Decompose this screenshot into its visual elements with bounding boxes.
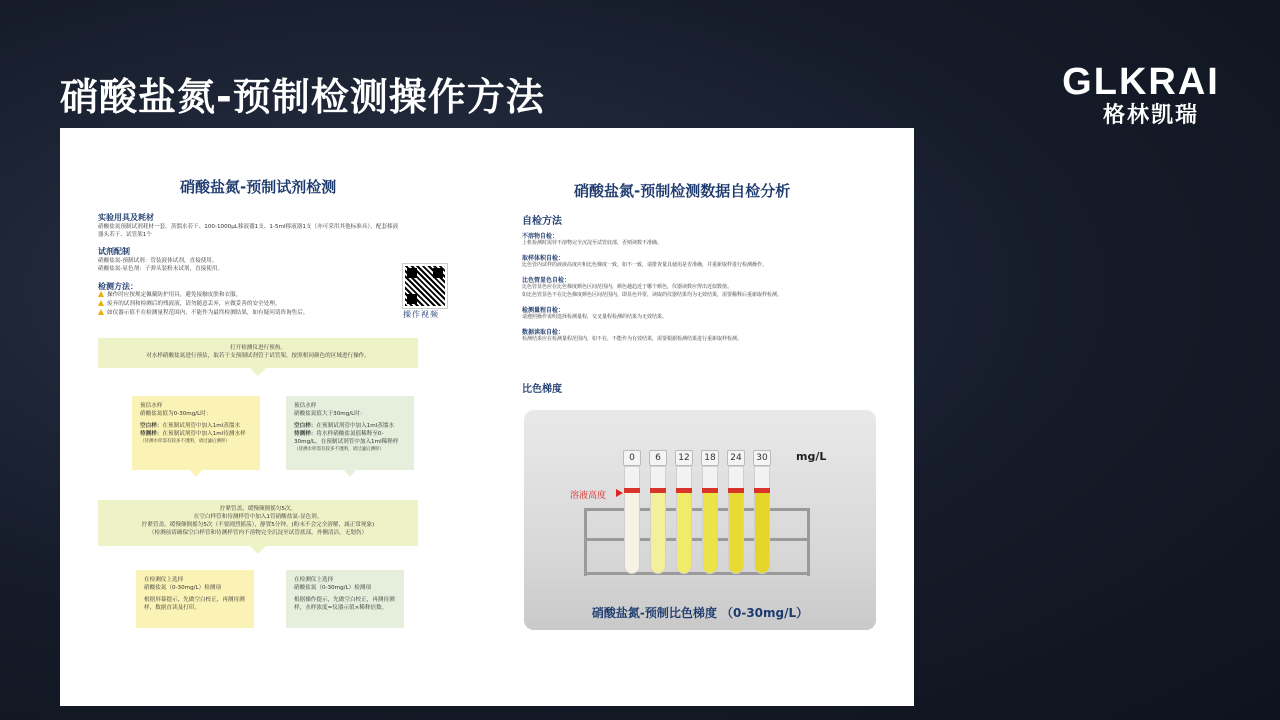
photo-caption: 硝酸盐氮-预制比色梯度 （0-30mg/L） [591, 606, 809, 620]
tube-label-sticker [624, 488, 640, 493]
warning-item: 操作时应按规定佩戴防护用具，避免接触皮肤和衣服。 [98, 291, 398, 300]
left-panel-title: 硝酸盐氮-预制试剂检测 [180, 178, 337, 196]
right-panel-title: 硝酸盐氮-预制检测数据自检分析 [574, 182, 791, 200]
flow-step-top: 打开检测仪进行预热。 对水样硝酸盐氮进行预估，取若干支预制试剂管于试管架，按照相同颜色的区域进行操作。 [98, 338, 418, 368]
tube-label-sticker [728, 488, 744, 493]
flow-arrow-icon [250, 368, 266, 376]
check-item-heading: 不溶物自检： [522, 233, 559, 240]
tube-cap-label: 12 [675, 450, 693, 466]
test-tube [702, 466, 718, 574]
check-item-text: 请遵照操作说明选择检测量程，交叉量程检测的结果为无效结果。 [522, 314, 668, 320]
result-box-high: 在检测仪上选择 硝酸盐氮（0-30mg/L）检测项 根据操作提示，先做空白校正，再测待测样，水样浓度=仪器示值×稀释倍数。 [286, 570, 404, 628]
section-text-materials: 硝酸盐氮预制试剂耗材一套、蒸馏水若干、100-1000μL移液器1支、1-5ml移液器1支（亦可采用其他标准具），配套移液器头若干、试管架1个 [98, 224, 399, 238]
logo-mark: GLKRAI [1062, 61, 1220, 103]
warning-icon [98, 291, 104, 297]
flow-arrow-icon [250, 546, 266, 554]
check-item-heading: 取样体积自检： [522, 255, 565, 262]
tube-label-sticker [702, 488, 718, 493]
gradient-heading: 比色梯度 [522, 384, 562, 395]
check-item-text: 比色管显色应在比色梯度颜色区间范围内，颜色越趋近于哪个颜色，仪器读数应得出近似数值。 如比色管显色不在比色梯度颜色区间范围内，即显色异常，读取的仪器结果均为无效结果，需要稀释后重新取样检测。 [522, 284, 783, 298]
tube-label-sticker [754, 488, 770, 493]
tube-cap-label: 0 [623, 450, 641, 466]
warning-icon [98, 309, 104, 315]
tube-label-sticker [676, 488, 692, 493]
estimate-box-high: 预估水样 硝酸盐氮值大于30mg/L时： 空白样：在预制试剂管中加入1ml蒸馏水 待测样：将水样硝酸盐氮值稀释至0-30mg/L，在预制试剂管中加入1ml稀释样 （待测水样需有较多不透明，请过滤后测样） [286, 396, 414, 470]
pointer-arrow-icon [616, 489, 623, 497]
check-item-text: 上机检测时需待不溶物完全沉淀至试管底部，否则读数不准确。 [522, 240, 663, 246]
test-tube [754, 466, 770, 574]
tube-label-sticker [650, 488, 666, 493]
check-item-text: 比色管内试样的液液高度应和比色梯度一致，如不一致，请排查量具使用是否准确，并重新取样进行检测操作。 [522, 262, 768, 268]
test-tube [650, 466, 666, 574]
document-image [60, 128, 914, 706]
logo-chinese-name: 格林凯瑞 [1102, 103, 1199, 128]
warning-icon [98, 300, 104, 306]
section-heading-materials: 实验用具及耗材 [98, 213, 154, 222]
brand-logo [1046, 62, 1236, 142]
estimate-box-low: 预估水样 硝酸盐氮值为0-30mg/L时： 空白样：在预制试剂管中加入1ml蒸馏水 待测样：在预制试剂管中加入1ml待测水样 （待测水样需有较多不透明，请过滤后测样） [132, 396, 260, 470]
flow-step-mid: 拧紧管盖，缓慢颠倒摇匀5次。 在空白样管和待测样管中加入1管硝酸盐氮-显色剂。 拧紧管盖，缓慢颠倒摇匀5次（不要剧烈摇荡），静置5分钟。(粉末不会完全溶解，属正常现象) （检测前请确保空白样管和待测样管内不溶物完全沉淀至试管底部，外侧清洁，无划伤） [98, 500, 418, 546]
check-item-heading: 检测量程自检： [522, 307, 565, 314]
section-heading-method: 检测方法： [98, 282, 138, 291]
section-heading-reagent: 试剂配制 [98, 247, 130, 256]
section-text-reagent: 硝酸盐氮-预制试剂：管装液体试剂，直接使用。 硝酸盐氮-显色剂：子弹头装粉末试剂，直接使用。 [98, 258, 224, 272]
qr-code[interactable] [403, 264, 447, 308]
tube-cap-label: 6 [649, 450, 667, 466]
arrow-down-icon [190, 470, 202, 477]
tube-cap-label: 30 [753, 450, 771, 466]
warning-item: 废弃的试剂和检测后的残液液，请勿随意丢弃，应做妥善的安全处理。 [98, 300, 398, 309]
check-item-heading: 数据读取自检： [522, 329, 565, 336]
self-check-heading: 自检方法 [522, 216, 562, 227]
tube-cap-label: 24 [727, 450, 745, 466]
tube-cap-label: 18 [701, 450, 719, 466]
unit-label: mg/L [796, 450, 827, 463]
warning-item: 如仪器示值不在检测量程范围内，不能作为最终检测结果，如有疑问请咨询售后。 [98, 309, 398, 318]
test-tube [624, 466, 640, 574]
check-item-text: 检测结果应在检测量程范围内，如不在，不能作为有效结果，需要根据检测结果进行重新取样检测。 [522, 336, 743, 342]
qr-label: 操作视频 [403, 310, 439, 319]
liquid-height-label: 溶液高度 [570, 491, 607, 501]
slide-title: 硝酸盐氮-预制检测操作方法 [60, 75, 545, 119]
arrow-down-icon [344, 470, 356, 477]
check-item-heading: 比色管显色自检： [522, 277, 571, 284]
color-gradient-photo [524, 410, 876, 630]
result-box-low: 在检测仪上选择 硝酸盐氮（0-30mg/L）检测项 根据屏幕提示，先做空白校正，再测待测样，数据直读及打印。 [136, 570, 254, 628]
test-tube [676, 466, 692, 574]
test-tube [728, 466, 744, 574]
